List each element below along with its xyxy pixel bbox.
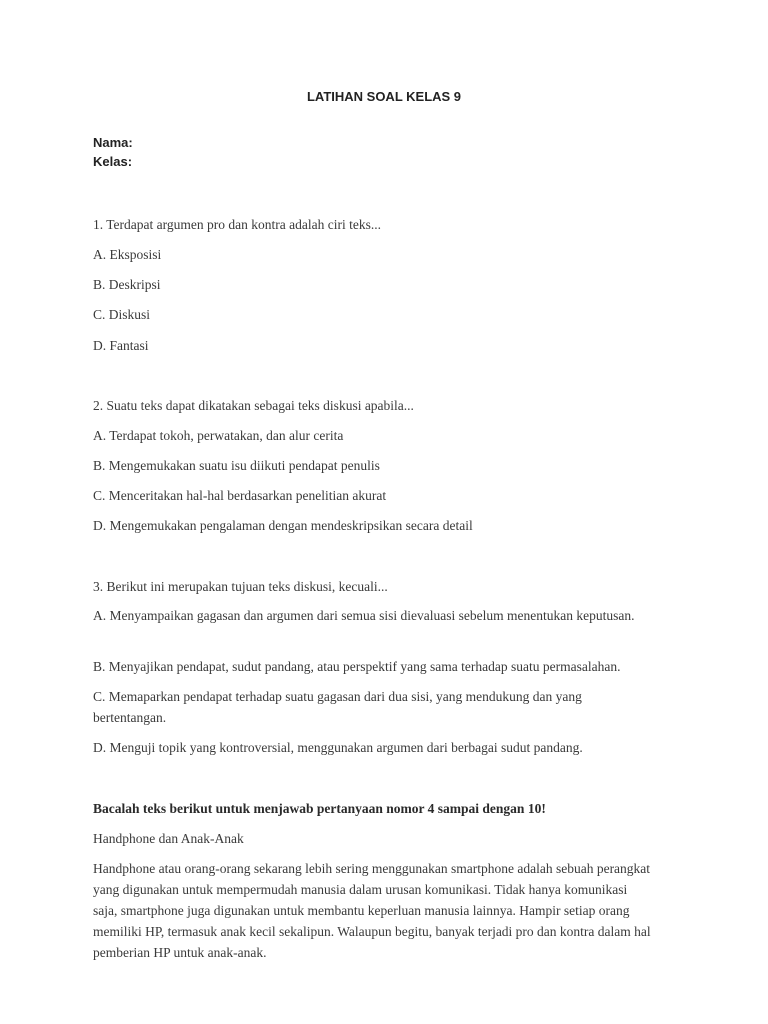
class-label: Kelas: <box>93 154 133 169</box>
question-2-option-d: D. Mengemukakan pengalaman dengan mendeskripsikan secara detail <box>93 518 473 533</box>
reading-heading: Handphone dan Anak-Anak <box>93 831 244 846</box>
question-1-option-a: A. Eksposisi <box>93 247 162 262</box>
question-3: 3. Berikut ini merupakan tujuan teks diskusi, kecuali... <box>93 579 388 594</box>
question-3-option-b: B. Menyajikan pendapat, sudut pandang, atau perspektif yang sama terhadap suatu permasalahan. <box>93 659 621 674</box>
name-label: Nama: <box>93 135 133 150</box>
question-1-option-b: B. Deskripsi <box>93 277 161 292</box>
question-2-option-c: C. Menceritakan hal-hal berdasarkan penelitian akurat <box>93 488 387 503</box>
reading-paragraph: Handphone atau orang-orang sekarang lebih sering menggunakan smartphone adalah sebuah perangkat yang digunakan untuk mempermudah manusia dalam urusan komunikasi. Tidak hanya komunikasi saja, smartphone juga digunakan untuk membantu keperluan manusia lainnya. Hampir setiap orang memiliki HP, termasuk anak kecil sekalipun. Walaupun begitu, banyak terjadi pro dan kontra dalam hal pemberian HP untuk anak-anak. <box>93 861 651 960</box>
question-2-option-a: A. Terdapat tokoh, perwatakan, dan alur cerita <box>93 428 344 443</box>
question-1: 1. Terdapat argumen pro dan kontra adalah ciri teks... <box>93 217 381 232</box>
document-title: LATIHAN SOAL KELAS 9 <box>306 89 462 104</box>
question-3-option-c: C. Memaparkan pendapat terhadap suatu gagasan dari dua sisi, yang mendukung dan yang bertentangan. <box>93 689 582 725</box>
question-1-option-d: D. Fantasi <box>93 338 149 353</box>
question-3-option-d: D. Menguji topik yang kontroversial, menggunakan argumen dari berbagai sudut pandang. <box>93 740 583 755</box>
question-1-option-c: C. Diskusi <box>93 307 151 322</box>
question-2: 2. Suatu teks dapat dikatakan sebagai teks diskusi apabila... <box>93 398 414 413</box>
reading-instruction: Bacalah teks berikut untuk menjawab pertanyaan nomor 4 sampai dengan 10! <box>93 801 546 816</box>
question-3-option-a: A. Menyampaikan gagasan dan argumen dari semua sisi dievaluasi sebelum menentukan keputusan. <box>93 608 635 623</box>
question-2-option-b: B. Mengemukakan suatu isu diikuti pendapat penulis <box>93 458 380 473</box>
